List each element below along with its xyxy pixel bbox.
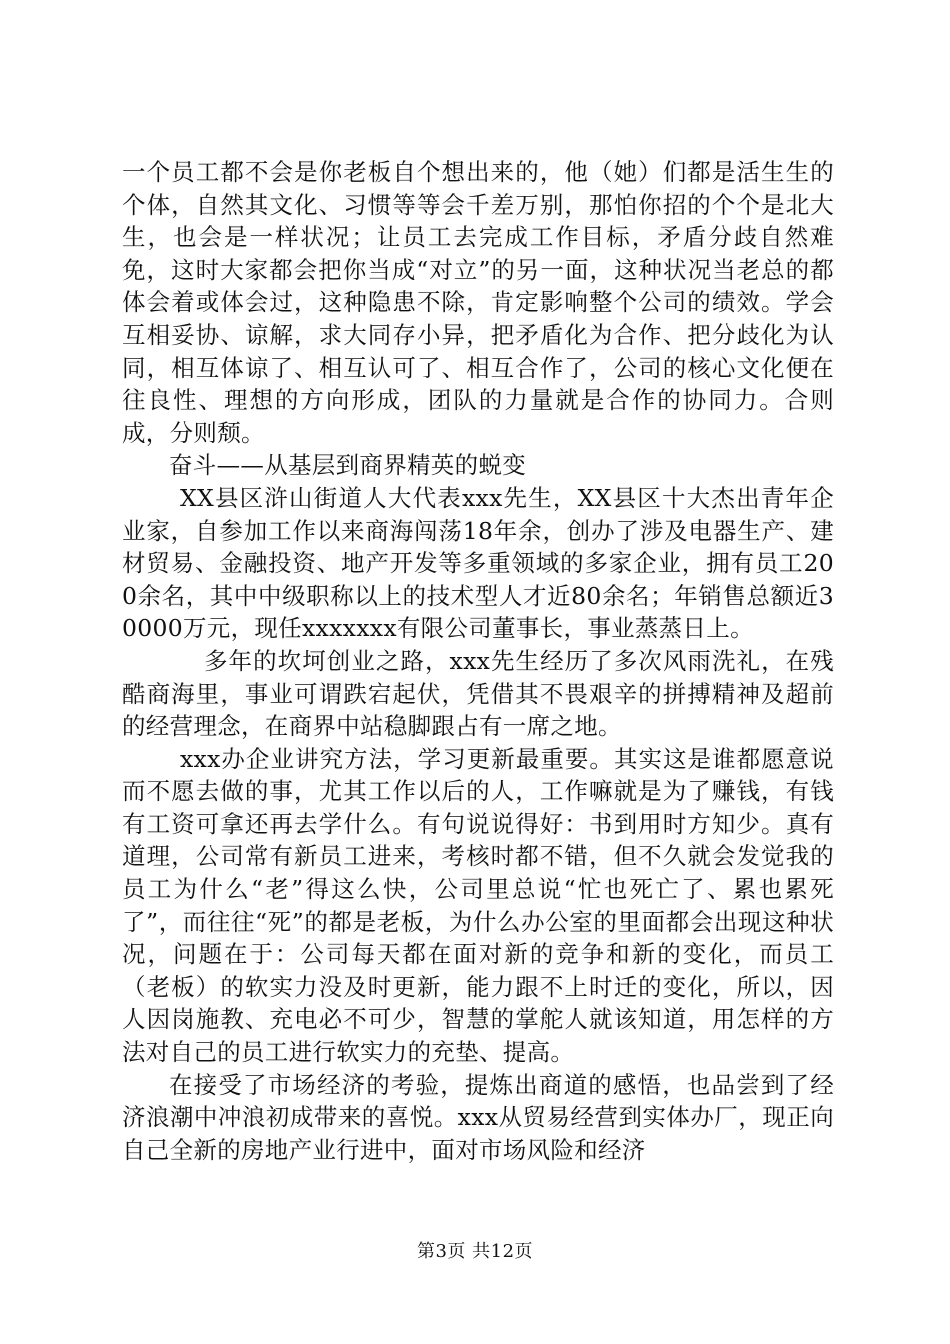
paragraph-continuation: 一个员工都不会是你老板自个想出来的，他（她）们都是活生生的个体，自然其文化、习惯等等会千差万别，那怕你招的个个是北大生，也会是一样状况；让员工去完成工作目标，矛盾分歧自然难免，这时大家都会把你当成“对立”的另一面，这种状况当老总的都体会着或体会过，这种隐患不除，肯定影响整个公司的绩效。学会互相妥协、谅解，求大同存小异，把矛盾化为合作、把分歧化为认同，相互体谅了、相互认可了、相互合作了，公司的核心文化便在往良性、理想的方向形成，团队的力量就是合作的协同力。合则成，分则颓。 [122,158,834,447]
paragraph-intro: XX县区浒山街道人大代表xxx先生，XX县区十大杰出青年企业家，自参加工作以来商海闯荡18年余，创办了涉及电器生产、建材贸易、金融投资、地产开发等多重领域的多家企业，拥有员工200余名，其中中级职称以上的技术型人才近80余名；年销售总额近30000万元，现任xxxxxxx有限公司董事长，事业蒸蒸日上。 [122,483,834,643]
body-text [122,156,834,1166]
paragraph-market: 在接受了市场经济的考验，提炼出商道的感悟，也品尝到了经济浪潮中冲浪初成带来的喜悦。xxx从贸易经营到实体办厂，现正向自己全新的房地产业行进中，面对市场风险和经济 [122,1070,834,1164]
paragraph-learning: xxx办企业讲究方法，学习更新最重要。其实这是谁都愿意说而不愿去做的事，尤其工作以后的人，工作嘛就是为了赚钱，有钱有工资可拿还再去学什么。有句说说得好：书到用时方知少。真有道理，公司常有新员工进来，考核时都不错，但不久就会发觉我的员工为什么“老”得这么快，公司里总说“忙也死亡了、累也累死了”，而往往“死”的都是老板，为什么办公室的里面都会出现这种状况，问题在于：公司每天都在面对新的竞争和新的变化，而员工（老板）的软实力没及时更新，能力跟不上时迁的变化，所以，因人因岗施教、充电必不可少，智慧的掌舵人就该知道，用怎样的方法对自己的员工进行软实力的充垫、提高。 [122,744,834,1067]
paragraph-career: 多年的坎坷创业之路，xxx先生经历了多次风雨洗礼，在残酷商海里，事业可谓跌宕起伏，凭借其不畏艰辛的拼搏精神及超前的经营理念，在商界中站稳脚跟占有一席之地。 [122,646,834,741]
section-heading: 奋斗——从基层到商界精英的蜕变 [169,451,526,480]
page-number-footer: 第3页 共12页 [416,1241,534,1262]
